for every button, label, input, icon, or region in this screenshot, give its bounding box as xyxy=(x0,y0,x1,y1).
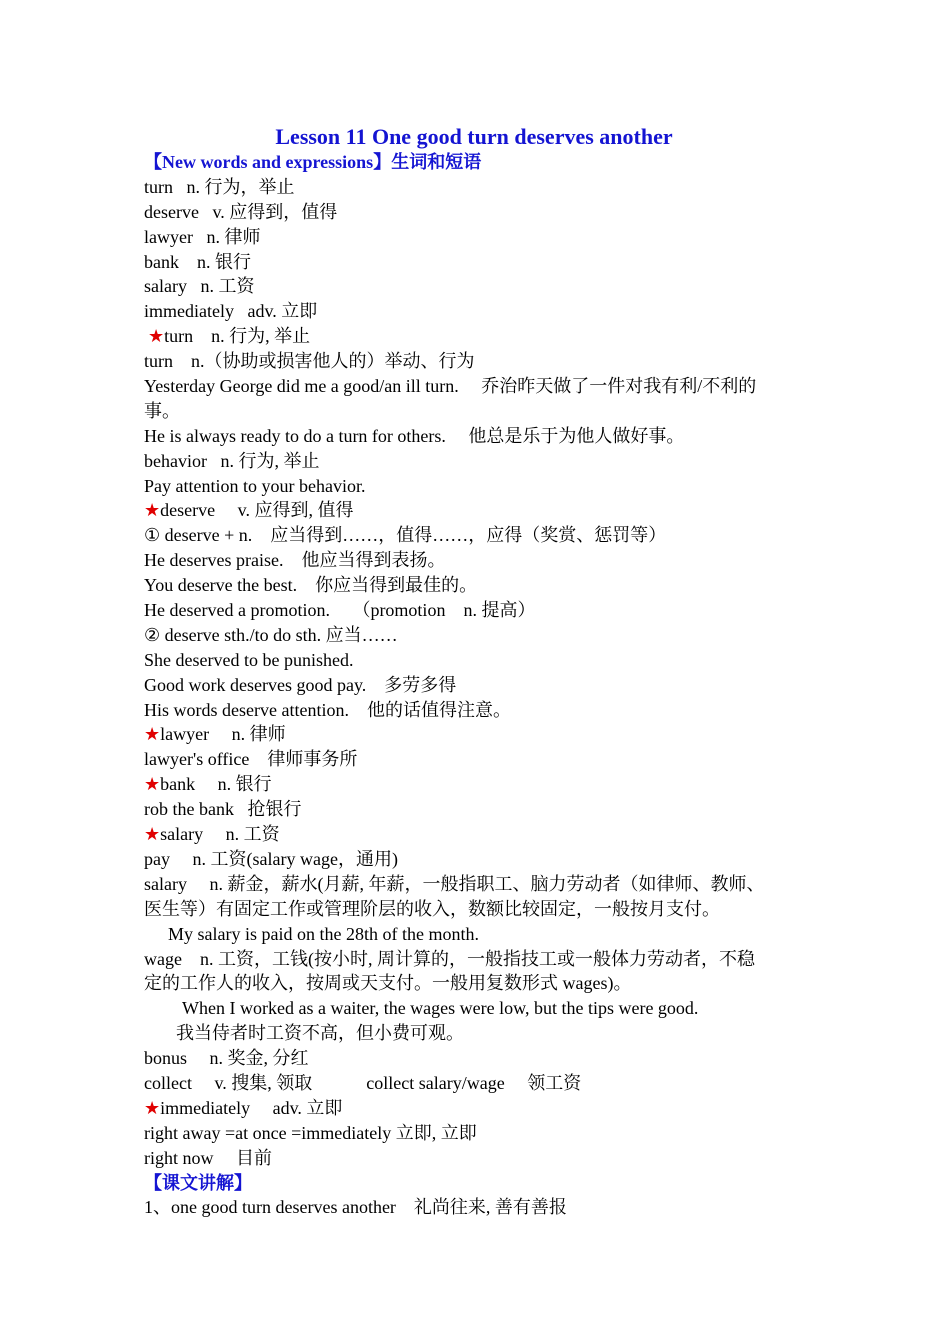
text-line: Good work deserves good pay. 多劳多得 xyxy=(144,674,457,695)
lesson-title: Lesson 11 One good turn deserves another xyxy=(275,124,673,149)
starred-entry-salary: ★salary n. 工资 xyxy=(144,824,280,845)
star-icon: ★ xyxy=(148,326,165,347)
text-line: immediately adv. 立即 xyxy=(144,301,318,322)
example-sentence: When I worked as a waiter, the wages were low, but the tips were good. xyxy=(182,998,699,1019)
text-line: You deserve the best. 你应当得到最佳的。 xyxy=(144,575,478,596)
text-line: Yesterday George did me a good/an ill turn. 乔治昨天做了一件对我有利/不利的 xyxy=(144,376,757,397)
vocabulary-lines xyxy=(144,175,814,1171)
text-line: wage n. 工资，工钱(按小时, 周计算的，一般指技工或一般体力劳动者，不稳 xyxy=(144,948,755,969)
example-translation: 我当侍者时工资不高，但小费可观。 xyxy=(176,1023,464,1044)
starred-entry-deserve: ★deserve v. 应得到, 值得 xyxy=(144,500,354,521)
text-line: He is always ready to do a turn for others. 他总是乐于为他人做好事。 xyxy=(144,425,685,446)
star-icon: ★ xyxy=(144,500,161,521)
star-icon: ★ xyxy=(144,774,161,795)
text-line: right away =at once =immediately 立即, 立即 xyxy=(144,1122,477,1143)
text-line: collect v. 搜集, 领取 collect salary/wage 领工资 xyxy=(144,1072,582,1093)
text-line: behavior n. 行为, 举止 xyxy=(144,450,320,471)
text-line: He deserved a promotion. （promotion n. 提高） xyxy=(144,600,536,621)
text-line: He deserves praise. 他应当得到表扬。 xyxy=(144,550,446,571)
text-line: 事。 xyxy=(144,400,180,421)
text-line: She deserved to be punished. xyxy=(144,649,354,670)
text-line: salary n. 工资 xyxy=(144,276,255,297)
star-icon: ★ xyxy=(144,824,161,845)
text-line: His words deserve attention. 他的话值得注意。 xyxy=(144,699,511,720)
text-line: deserve v. 应得到，值得 xyxy=(144,201,338,222)
text-line: 1、one good turn deserves another 礼尚往来, 善有善报 xyxy=(144,1197,567,1218)
starred-entry-turn: ★turn n. 行为, 举止 xyxy=(148,326,311,347)
star-icon: ★ xyxy=(144,724,161,745)
text-line: 医生等）有固定工作或管理阶层的收入，数额比较固定，一般按月支付。 xyxy=(144,898,720,919)
text-line: bank n. 银行 xyxy=(144,251,251,272)
text-line: pay n. 工资(salary wage，通用) xyxy=(144,848,398,869)
text-line: turn n. 行为，举止 xyxy=(144,176,295,197)
document-page xyxy=(144,124,814,1220)
example-sentence: My salary is paid on the 28th of the month. xyxy=(168,923,479,944)
text-line: rob the bank 抢银行 xyxy=(144,799,302,820)
star-icon: ★ xyxy=(144,1097,161,1118)
text-line: bonus n. 奖金, 分红 xyxy=(144,1048,309,1069)
text-line: salary n. 薪金，薪水(月薪, 年薪，一般指职工、脑力劳动者（如律师、教师、 xyxy=(144,873,765,894)
starred-entry-bank: ★bank n. 银行 xyxy=(144,774,272,795)
section-heading-new-words: 【New words and expressions】生词和短语 xyxy=(144,152,482,172)
text-line: lawyer n. 律师 xyxy=(144,226,261,247)
text-line: turn n.（协助或损害他人的）举动、行为 xyxy=(144,351,475,372)
text-line: ② deserve sth./to do sth. 应当…… xyxy=(144,624,398,645)
text-line: 定的工作人的收入，按周或天支付。一般用复数形式 wages)。 xyxy=(144,973,632,994)
text-line: lawyer's office 律师事务所 xyxy=(144,749,358,770)
text-line: right now 目前 xyxy=(144,1147,272,1168)
starred-entry-immediately: ★immediately adv. 立即 xyxy=(144,1097,343,1118)
section-heading-text-explanation: 【课文讲解】 xyxy=(144,1172,252,1193)
text-line: Pay attention to your behavior. xyxy=(144,475,366,496)
starred-entry-lawyer: ★lawyer n. 律师 xyxy=(144,724,286,745)
text-line: ① deserve + n. 应当得到……，值得……，应得（奖赏、惩罚等） xyxy=(144,525,667,546)
